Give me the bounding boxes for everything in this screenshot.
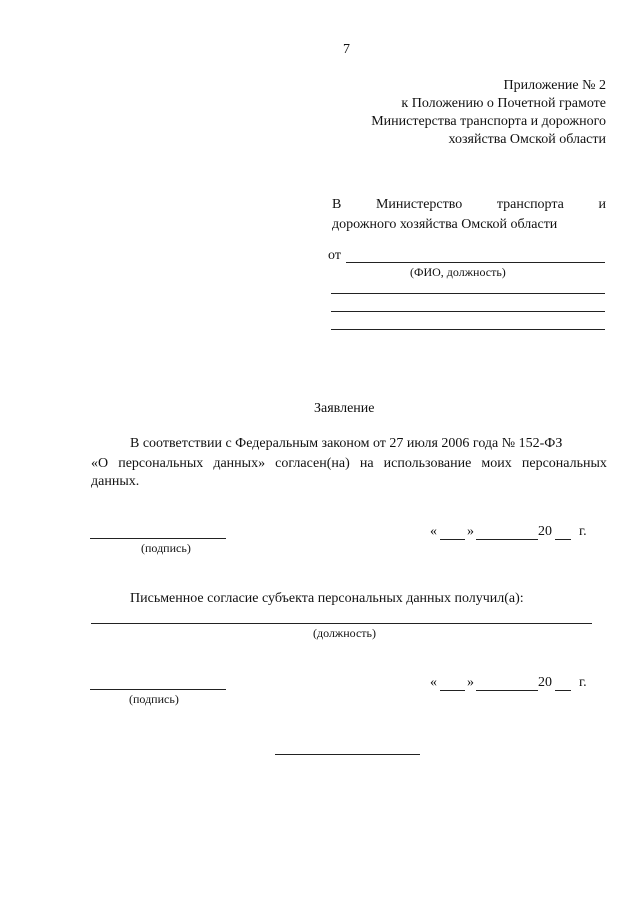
signature-line-2[interactable] [90, 689, 226, 690]
signature-caption-1: (подпись) [141, 541, 191, 555]
appendix-header [306, 77, 606, 149]
date-open-quote: « [430, 675, 437, 690]
addressee-word: В [332, 197, 342, 212]
date-month-line[interactable] [476, 690, 538, 691]
statement-word: на [359, 456, 374, 471]
date-field-1 [430, 524, 592, 544]
addressee-word: транспорта [496, 197, 564, 212]
appendix-line-3: Министерства транспорта и дорожного [371, 114, 606, 129]
date-year-suffix: г. [579, 675, 587, 690]
fio-field-line[interactable] [346, 262, 605, 263]
statement-word: моих [481, 456, 512, 471]
statement-word: согласен(на) [275, 456, 350, 471]
statement-line-1: В соответствии с Федеральным законом от 27 июля 2006 года № 152-ФЗ [130, 436, 563, 451]
statement-word: персональных [118, 456, 204, 471]
position-caption: (должность) [313, 626, 376, 640]
date-month-line[interactable] [476, 539, 538, 540]
appendix-line-2: к Положению о Почетной грамоте [401, 96, 606, 111]
statement-title: Заявление [314, 401, 375, 416]
blank-line-2[interactable] [331, 311, 605, 312]
date-year-prefix: 20 [538, 524, 552, 539]
date-day-line[interactable] [440, 539, 465, 540]
date-year-suffix: г. [579, 524, 587, 539]
appendix-number: Приложение № 2 [503, 78, 606, 93]
date-year-line[interactable] [555, 690, 571, 691]
statement-word: персональных [521, 456, 607, 471]
addressee-line-1 [332, 196, 606, 214]
from-label: от [328, 248, 341, 263]
date-day-line[interactable] [440, 690, 465, 691]
date-open-quote: « [430, 524, 437, 539]
consent-text: Письменное согласие субъекта персональных данных получил(а): [130, 591, 524, 606]
fio-caption: (ФИО, должность) [410, 265, 506, 279]
addressee-word: и [598, 197, 606, 212]
position-field-line[interactable] [91, 623, 592, 624]
statement-word: использование [383, 456, 472, 471]
blank-line-1[interactable] [331, 293, 605, 294]
statement-line-3: данных. [91, 474, 140, 489]
signature-line-1[interactable] [90, 538, 226, 539]
blank-line-3[interactable] [331, 329, 605, 330]
addressee-line-2: дорожного хозяйства Омской области [332, 217, 558, 232]
closing-separator [275, 754, 420, 755]
statement-word: данных» [213, 456, 266, 471]
addressee-block [332, 196, 606, 234]
date-field-2 [430, 675, 592, 695]
page-number: 7 [343, 42, 350, 57]
statement-word: «О [91, 456, 109, 471]
appendix-line-4: хозяйства Омской области [448, 132, 606, 147]
addressee-word: Министерство [375, 197, 463, 212]
signature-caption-2: (подпись) [129, 692, 179, 706]
date-year-line[interactable] [555, 539, 571, 540]
date-close-quote: » [467, 675, 474, 690]
date-close-quote: » [467, 524, 474, 539]
date-year-prefix: 20 [538, 675, 552, 690]
statement-line-2 [91, 455, 607, 473]
